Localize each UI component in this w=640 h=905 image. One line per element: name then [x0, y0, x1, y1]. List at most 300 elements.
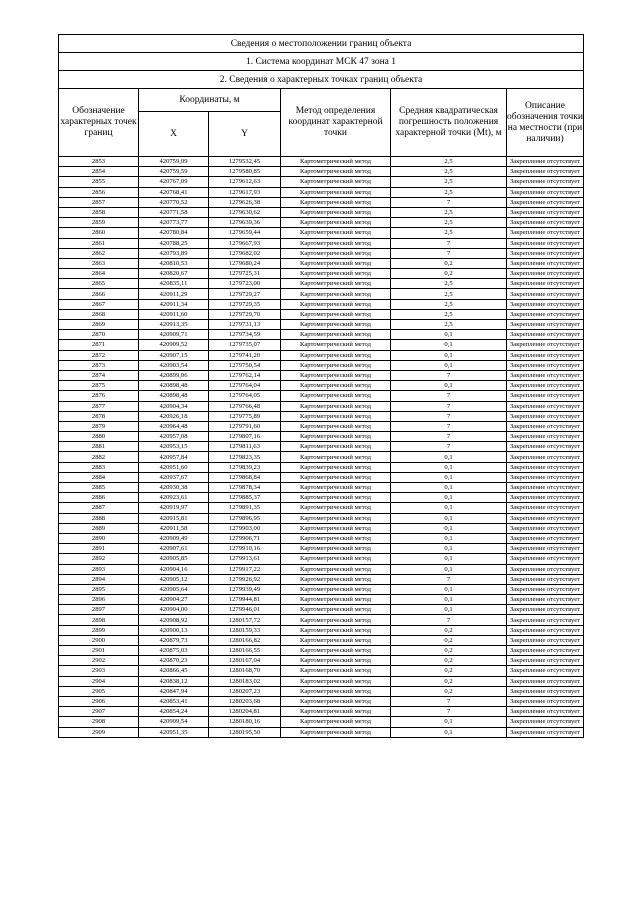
method-cell: Картометрический метод [281, 544, 391, 554]
error-cell: 0,2 [391, 686, 507, 696]
table-row [59, 635, 584, 645]
point-id-cell: 2855 [59, 177, 139, 187]
point-id-cell: 2890 [59, 533, 139, 543]
error-cell: 0,1 [391, 360, 507, 370]
table-row [59, 269, 584, 279]
error-cell: 2,5 [391, 320, 507, 330]
description-cell: Закрепление отсутствует [507, 157, 584, 167]
method-cell: Картометрический метод [281, 167, 391, 177]
description-cell: Закрепление отсутствует [507, 381, 584, 391]
x-cell: 420904,16 [139, 564, 209, 574]
table-row [59, 696, 584, 706]
method-cell: Картометрический метод [281, 503, 391, 513]
method-cell: Картометрический метод [281, 646, 391, 656]
description-cell: Закрепление отсутствует [507, 625, 584, 635]
error-cell: 0,2 [391, 269, 507, 279]
error-cell: 0,1 [391, 605, 507, 615]
method-cell: Картометрический метод [281, 330, 391, 340]
method-cell: Картометрический метод [281, 564, 391, 574]
table-row [59, 686, 584, 696]
table-row [59, 615, 584, 625]
x-cell: 420899,06 [139, 370, 209, 380]
y-cell: 1279926,92 [209, 574, 281, 584]
method-cell: Картометрический метод [281, 483, 391, 493]
table-row [59, 666, 584, 676]
error-cell: 7 [391, 574, 507, 584]
point-id-cell: 2895 [59, 584, 139, 594]
y-cell: 1279729,27 [209, 289, 281, 299]
y-cell: 1279878,34 [209, 483, 281, 493]
y-cell: 1279729,70 [209, 309, 281, 319]
y-cell: 1279731,13 [209, 320, 281, 330]
description-cell: Закрепление отсутствует [507, 584, 584, 594]
table-row [59, 330, 584, 340]
y-cell: 1279917,22 [209, 564, 281, 574]
y-cell: 1279612,63 [209, 177, 281, 187]
table-row [59, 370, 584, 380]
table-row [59, 350, 584, 360]
y-cell: 1279839,23 [209, 462, 281, 472]
description-cell: Закрепление отсутствует [507, 401, 584, 411]
table-row [59, 258, 584, 268]
error-cell: 2,5 [391, 177, 507, 187]
description-cell: Закрепление отсутствует [507, 442, 584, 452]
document-sheet [58, 34, 583, 738]
error-cell: 2,5 [391, 309, 507, 319]
table-row [59, 248, 584, 258]
error-cell: 7 [391, 707, 507, 717]
y-cell: 1279896,95 [209, 513, 281, 523]
table-row [59, 421, 584, 431]
error-cell: 0,2 [391, 656, 507, 666]
y-cell: 1279750,54 [209, 360, 281, 370]
method-cell: Картометрический метод [281, 635, 391, 645]
x-cell: 420788,25 [139, 238, 209, 248]
y-cell: 1279906,71 [209, 533, 281, 543]
y-cell: 1280183,02 [209, 676, 281, 686]
point-id-cell: 2857 [59, 197, 139, 207]
y-cell: 1280207,23 [209, 686, 281, 696]
error-cell: 0,1 [391, 523, 507, 533]
error-cell: 7 [391, 197, 507, 207]
description-cell: Закрепление отсутствует [507, 320, 584, 330]
error-cell: 2,5 [391, 279, 507, 289]
description-cell: Закрепление отсутствует [507, 309, 584, 319]
table-row [59, 207, 584, 217]
y-cell: 1279903,00 [209, 523, 281, 533]
x-cell: 420951,35 [139, 727, 209, 737]
x-cell: 420908,92 [139, 615, 209, 625]
y-cell: 1280157,72 [209, 615, 281, 625]
method-cell: Картометрический метод [281, 605, 391, 615]
method-cell: Картометрический метод [281, 625, 391, 635]
method-cell: Картометрический метод [281, 197, 391, 207]
point-id-cell: 2892 [59, 554, 139, 564]
point-id-cell: 2904 [59, 676, 139, 686]
error-cell: 0,1 [391, 564, 507, 574]
x-cell: 420926,18 [139, 411, 209, 421]
y-cell: 1279939,49 [209, 584, 281, 594]
method-cell: Картометрический метод [281, 686, 391, 696]
table-row [59, 513, 584, 523]
description-cell: Закрепление отсутствует [507, 564, 584, 574]
method-cell: Картометрический метод [281, 391, 391, 401]
error-cell: 0,1 [391, 350, 507, 360]
method-cell: Картометрический метод [281, 289, 391, 299]
x-cell: 420780,84 [139, 228, 209, 238]
x-cell: 420768,41 [139, 187, 209, 197]
y-cell: 1279680,24 [209, 258, 281, 268]
error-cell: 7 [391, 615, 507, 625]
x-cell: 420898,48 [139, 381, 209, 391]
error-cell: 0,1 [391, 493, 507, 503]
x-cell: 420911,29 [139, 289, 209, 299]
method-cell: Картометрический метод [281, 360, 391, 370]
y-cell: 1279532,45 [209, 157, 281, 167]
error-cell: 0,1 [391, 381, 507, 391]
table-row [59, 717, 584, 727]
error-cell: 2,5 [391, 207, 507, 217]
y-cell: 1280159,33 [209, 625, 281, 635]
y-cell: 1279823,35 [209, 452, 281, 462]
point-id-cell: 2898 [59, 615, 139, 625]
point-id-cell: 2901 [59, 646, 139, 656]
point-id-cell: 2884 [59, 472, 139, 482]
description-cell: Закрепление отсутствует [507, 299, 584, 309]
method-cell: Картометрический метод [281, 615, 391, 625]
point-id-cell: 2875 [59, 381, 139, 391]
y-cell: 1279811,63 [209, 442, 281, 452]
error-cell: 2,5 [391, 299, 507, 309]
x-cell: 420957,08 [139, 432, 209, 442]
description-cell: Закрепление отсутствует [507, 615, 584, 625]
point-id-cell: 2900 [59, 635, 139, 645]
x-cell: 420903,54 [139, 360, 209, 370]
x-cell: 420820,67 [139, 269, 209, 279]
y-cell: 1279580,85 [209, 167, 281, 177]
method-cell: Картометрический метод [281, 584, 391, 594]
description-cell: Закрепление отсутствует [507, 197, 584, 207]
x-cell: 420964,48 [139, 421, 209, 431]
error-cell: 2,5 [391, 187, 507, 197]
error-cell: 0,1 [391, 503, 507, 513]
error-cell: 0,1 [391, 554, 507, 564]
description-cell: Закрепление отсутствует [507, 595, 584, 605]
x-cell: 420898,48 [139, 391, 209, 401]
y-cell: 1279913,61 [209, 554, 281, 564]
description-cell: Закрепление отсутствует [507, 635, 584, 645]
table-row [59, 462, 584, 472]
description-cell: Закрепление отсутствует [507, 493, 584, 503]
description-cell: Закрепление отсутствует [507, 432, 584, 442]
header-method: Метод определения координат характерной точки [281, 89, 391, 157]
x-cell: 420904,00 [139, 605, 209, 615]
description-cell: Закрепление отсутствует [507, 279, 584, 289]
x-cell: 420810,53 [139, 258, 209, 268]
description-cell: Закрепление отсутствует [507, 218, 584, 228]
point-id-cell: 2877 [59, 401, 139, 411]
table-row [59, 503, 584, 513]
description-cell: Закрепление отсутствует [507, 503, 584, 513]
error-cell: 7 [391, 370, 507, 380]
method-cell: Картометрический метод [281, 370, 391, 380]
error-cell: 0,1 [391, 717, 507, 727]
x-cell: 420905,64 [139, 584, 209, 594]
method-cell: Картометрический метод [281, 717, 391, 727]
error-cell: 0,1 [391, 544, 507, 554]
y-cell: 1279791,60 [209, 421, 281, 431]
description-cell: Закрепление отсутствует [507, 269, 584, 279]
y-cell: 1279725,31 [209, 269, 281, 279]
y-cell: 1279741,20 [209, 350, 281, 360]
table-body [59, 157, 584, 738]
y-cell: 1279630,62 [209, 207, 281, 217]
x-cell: 420853,41 [139, 696, 209, 706]
error-cell: 0,1 [391, 727, 507, 737]
error-cell: 0,1 [391, 584, 507, 594]
point-id-cell: 2882 [59, 452, 139, 462]
error-cell: 0,2 [391, 625, 507, 635]
method-cell: Картометрический метод [281, 666, 391, 676]
table-row [59, 452, 584, 462]
error-cell: 0,1 [391, 595, 507, 605]
table-row [59, 289, 584, 299]
point-id-cell: 2887 [59, 503, 139, 513]
x-cell: 420767,09 [139, 177, 209, 187]
method-cell: Картометрический метод [281, 595, 391, 605]
description-cell: Закрепление отсутствует [507, 483, 584, 493]
y-cell: 1280203,68 [209, 696, 281, 706]
description-cell: Закрепление отсутствует [507, 686, 584, 696]
error-cell: 0,2 [391, 258, 507, 268]
point-id-cell: 2893 [59, 564, 139, 574]
method-cell: Картометрический метод [281, 228, 391, 238]
y-cell: 1280180,16 [209, 717, 281, 727]
description-cell: Закрепление отсутствует [507, 177, 584, 187]
point-id-cell: 2905 [59, 686, 139, 696]
y-cell: 1279946,01 [209, 605, 281, 615]
y-cell: 1279868,84 [209, 472, 281, 482]
table-row [59, 401, 584, 411]
method-cell: Картометрический метод [281, 238, 391, 248]
x-cell: 420905,12 [139, 574, 209, 584]
table-row [59, 411, 584, 421]
error-cell: 7 [391, 432, 507, 442]
error-cell: 7 [391, 411, 507, 421]
method-cell: Картометрический метод [281, 574, 391, 584]
point-id-cell: 2871 [59, 340, 139, 350]
x-cell: 420838,12 [139, 676, 209, 686]
y-cell: 1279735,07 [209, 340, 281, 350]
y-cell: 1279885,37 [209, 493, 281, 503]
y-cell: 1279659,44 [209, 228, 281, 238]
description-cell: Закрепление отсутствует [507, 370, 584, 380]
table-row [59, 228, 584, 238]
table-row [59, 187, 584, 197]
y-cell: 1279766,48 [209, 401, 281, 411]
description-cell: Закрепление отсутствует [507, 666, 584, 676]
x-cell: 420854,24 [139, 707, 209, 717]
y-cell: 1280195,50 [209, 727, 281, 737]
point-id-cell: 2883 [59, 462, 139, 472]
document-title: Сведения о местоположении границ объекта [59, 35, 584, 53]
x-cell: 420909,54 [139, 717, 209, 727]
method-cell: Картометрический метод [281, 207, 391, 217]
description-cell: Закрепление отсутствует [507, 554, 584, 564]
error-cell: 2,5 [391, 167, 507, 177]
table-row [59, 197, 584, 207]
point-id-cell: 2868 [59, 309, 139, 319]
table-row [59, 554, 584, 564]
method-cell: Картометрический метод [281, 523, 391, 533]
x-cell: 420919,97 [139, 503, 209, 513]
method-cell: Картометрический метод [281, 727, 391, 737]
y-cell: 1279682,02 [209, 248, 281, 258]
table-row [59, 656, 584, 666]
method-cell: Картометрический метод [281, 696, 391, 706]
error-cell: 7 [391, 248, 507, 258]
x-cell: 420904,27 [139, 595, 209, 605]
method-cell: Картометрический метод [281, 340, 391, 350]
x-cell: 420905,85 [139, 554, 209, 564]
point-id-cell: 2886 [59, 493, 139, 503]
method-cell: Картометрический метод [281, 248, 391, 258]
point-id-cell: 2902 [59, 656, 139, 666]
point-id-cell: 2891 [59, 544, 139, 554]
method-cell: Картометрический метод [281, 533, 391, 543]
y-cell: 1280166,82 [209, 635, 281, 645]
method-cell: Картометрический метод [281, 707, 391, 717]
section-title: 2. Сведения о характерных точках границ объекта [59, 71, 584, 89]
x-cell: 420835,11 [139, 279, 209, 289]
method-cell: Картометрический метод [281, 462, 391, 472]
table-row [59, 646, 584, 656]
method-cell: Картометрический метод [281, 493, 391, 503]
x-cell: 420875,03 [139, 646, 209, 656]
x-cell: 420847,94 [139, 686, 209, 696]
table-row [59, 605, 584, 615]
x-cell: 420907,61 [139, 544, 209, 554]
description-cell: Закрепление отсутствует [507, 727, 584, 737]
description-cell: Закрепление отсутствует [507, 717, 584, 727]
x-cell: 420773,77 [139, 218, 209, 228]
table-row [59, 167, 584, 177]
point-id-cell: 2906 [59, 696, 139, 706]
y-cell: 1279729,35 [209, 299, 281, 309]
table-row [59, 218, 584, 228]
point-id-cell: 2860 [59, 228, 139, 238]
method-cell: Картометрический метод [281, 472, 391, 482]
y-cell: 1279775,89 [209, 411, 281, 421]
table-row [59, 625, 584, 635]
method-cell: Картометрический метод [281, 157, 391, 167]
y-cell: 1279891,35 [209, 503, 281, 513]
table-row [59, 309, 584, 319]
header-point-id: Обозначение характерных точек границ [59, 89, 139, 157]
description-cell: Закрепление отсутствует [507, 513, 584, 523]
header-x: X [139, 112, 209, 157]
description-cell: Закрепление отсутствует [507, 411, 584, 421]
y-cell: 1279617,93 [209, 187, 281, 197]
x-cell: 420937,67 [139, 472, 209, 482]
description-cell: Закрепление отсутствует [507, 360, 584, 370]
error-cell: 2,5 [391, 289, 507, 299]
method-cell: Картометрический метод [281, 452, 391, 462]
method-cell: Картометрический метод [281, 421, 391, 431]
description-cell: Закрепление отсутствует [507, 676, 584, 686]
method-cell: Картометрический метод [281, 299, 391, 309]
description-cell: Закрепление отсутствует [507, 330, 584, 340]
description-cell: Закрепление отсутствует [507, 248, 584, 258]
x-cell: 420904,34 [139, 401, 209, 411]
description-cell: Закрепление отсутствует [507, 258, 584, 268]
table-row [59, 320, 584, 330]
error-cell: 2,5 [391, 228, 507, 238]
table-row [59, 523, 584, 533]
y-cell: 1279807,16 [209, 432, 281, 442]
x-cell: 420759,09 [139, 157, 209, 167]
y-cell: 1279734,59 [209, 330, 281, 340]
point-id-cell: 2867 [59, 299, 139, 309]
point-id-cell: 2881 [59, 442, 139, 452]
description-cell: Закрепление отсутствует [507, 167, 584, 177]
point-id-cell: 2862 [59, 248, 139, 258]
method-cell: Картометрический метод [281, 513, 391, 523]
description-cell: Закрепление отсутствует [507, 696, 584, 706]
point-id-cell: 2880 [59, 432, 139, 442]
point-id-cell: 2909 [59, 727, 139, 737]
y-cell: 1279667,93 [209, 238, 281, 248]
x-cell: 420759,59 [139, 167, 209, 177]
x-cell: 420771,58 [139, 207, 209, 217]
error-cell: 0,1 [391, 452, 507, 462]
description-cell: Закрепление отсутствует [507, 289, 584, 299]
error-cell: 0,1 [391, 483, 507, 493]
x-cell: 420923,61 [139, 493, 209, 503]
point-id-cell: 2873 [59, 360, 139, 370]
error-cell: 0,1 [391, 462, 507, 472]
table-row [59, 676, 584, 686]
point-id-cell: 2864 [59, 269, 139, 279]
error-cell: 0,2 [391, 635, 507, 645]
description-cell: Закрепление отсутствует [507, 391, 584, 401]
description-cell: Закрепление отсутствует [507, 544, 584, 554]
y-cell: 1279639,36 [209, 218, 281, 228]
description-cell: Закрепление отсутствует [507, 421, 584, 431]
point-id-cell: 2856 [59, 187, 139, 197]
error-cell: 0,1 [391, 513, 507, 523]
x-cell: 420909,52 [139, 340, 209, 350]
x-cell: 420879,73 [139, 635, 209, 645]
y-cell: 1279764,04 [209, 381, 281, 391]
point-id-cell: 2874 [59, 370, 139, 380]
table-row [59, 391, 584, 401]
error-cell: 7 [391, 696, 507, 706]
description-cell: Закрепление отсутствует [507, 187, 584, 197]
boundary-points-table [58, 34, 584, 738]
error-cell: 0,1 [391, 472, 507, 482]
method-cell: Картометрический метод [281, 279, 391, 289]
method-cell: Картометрический метод [281, 381, 391, 391]
error-cell: 7 [391, 401, 507, 411]
method-cell: Картометрический метод [281, 442, 391, 452]
error-cell: 2,5 [391, 218, 507, 228]
description-cell: Закрепление отсутствует [507, 207, 584, 217]
error-cell: 0,2 [391, 676, 507, 686]
point-id-cell: 2897 [59, 605, 139, 615]
method-cell: Картометрический метод [281, 350, 391, 360]
description-cell: Закрепление отсутствует [507, 605, 584, 615]
